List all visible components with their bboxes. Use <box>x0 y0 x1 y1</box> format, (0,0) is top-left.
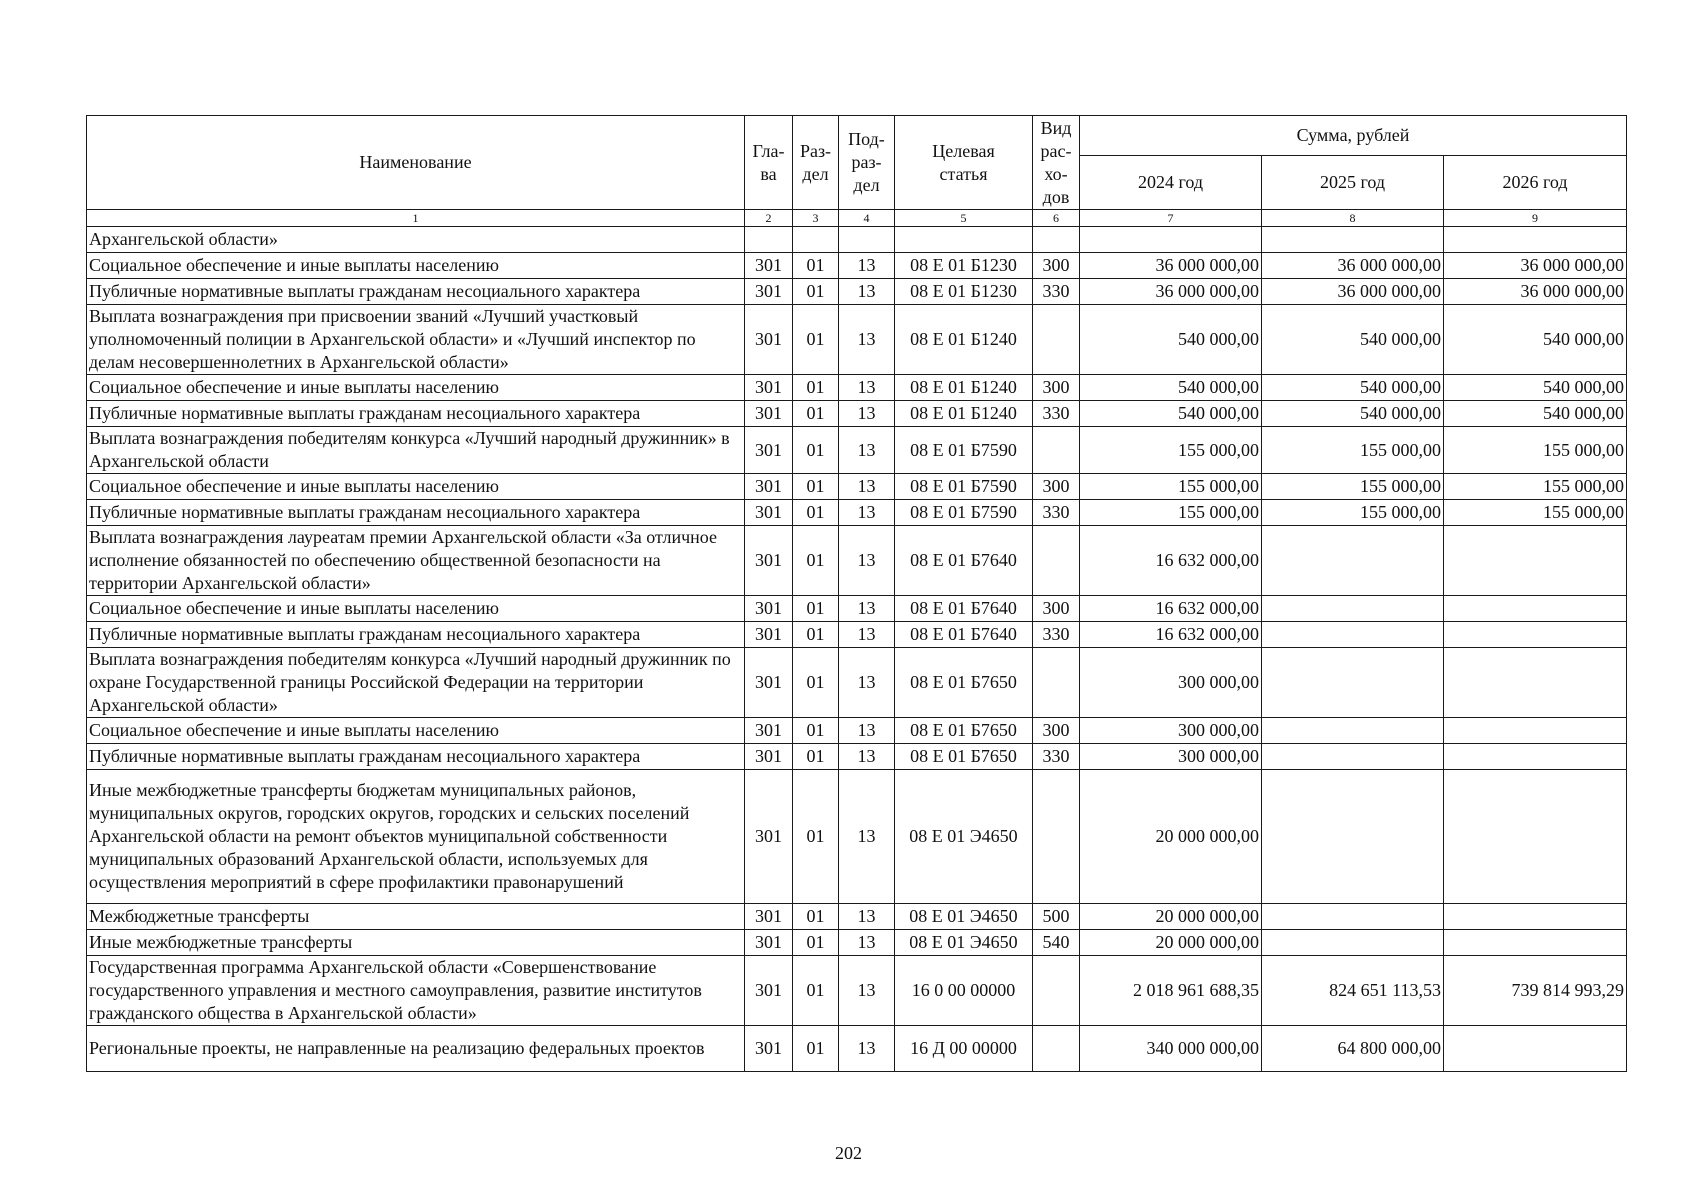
row-amount-2026 <box>1444 596 1627 622</box>
row-target-article: 08 Е 01 Б7590 <box>895 474 1033 500</box>
row-section: 01 <box>793 770 839 904</box>
row-amount-2025: 540 000,00 <box>1262 401 1444 427</box>
row-amount-2026 <box>1444 930 1627 956</box>
row-amount-2025: 155 000,00 <box>1262 427 1444 474</box>
row-chapter: 301 <box>745 401 793 427</box>
row-amount-2026: 540 000,00 <box>1444 305 1627 375</box>
row-subsection: 13 <box>839 956 895 1026</box>
column-number: 1 <box>87 210 745 227</box>
row-chapter: 301 <box>745 305 793 375</box>
row-amount-2026 <box>1444 227 1627 253</box>
row-amount-2025 <box>1262 718 1444 744</box>
row-expense-type: 330 <box>1033 401 1080 427</box>
row-target-article: 08 Е 01 Б7650 <box>895 718 1033 744</box>
row-chapter <box>745 227 793 253</box>
row-chapter: 301 <box>745 718 793 744</box>
column-number: 2 <box>745 210 793 227</box>
row-amount-2025: 540 000,00 <box>1262 375 1444 401</box>
table-row <box>87 526 1627 596</box>
row-amount-2024: 540 000,00 <box>1080 305 1262 375</box>
row-section: 01 <box>793 474 839 500</box>
row-amount-2026: 36 000 000,00 <box>1444 253 1627 279</box>
row-name: Социальное обеспечение и иные выплаты населению <box>87 596 745 622</box>
table-row <box>87 279 1627 305</box>
row-expense-type: 300 <box>1033 474 1080 500</box>
row-amount-2025 <box>1262 744 1444 770</box>
table-row <box>87 1026 1627 1072</box>
row-subsection: 13 <box>839 500 895 526</box>
row-amount-2026: 540 000,00 <box>1444 401 1627 427</box>
row-amount-2026 <box>1444 1026 1627 1072</box>
row-section: 01 <box>793 500 839 526</box>
row-target-article: 08 Е 01 Б7650 <box>895 744 1033 770</box>
row-subsection: 13 <box>839 648 895 718</box>
col-header-chapter: Гла- ва <box>745 116 793 210</box>
row-target-article: 08 Е 01 Б7640 <box>895 622 1033 648</box>
page-number: 202 <box>835 1143 862 1163</box>
row-amount-2024: 36 000 000,00 <box>1080 279 1262 305</box>
col-header-sum-group: Сумма, рублей <box>1080 116 1627 156</box>
row-amount-2026 <box>1444 622 1627 648</box>
row-section: 01 <box>793 596 839 622</box>
table-row <box>87 718 1627 744</box>
row-amount-2026 <box>1444 904 1627 930</box>
row-amount-2024: 16 632 000,00 <box>1080 622 1262 648</box>
row-amount-2025 <box>1262 930 1444 956</box>
col-header-2026: 2026 год <box>1444 156 1627 210</box>
row-chapter: 301 <box>745 956 793 1026</box>
row-amount-2024: 2 018 961 688,35 <box>1080 956 1262 1026</box>
row-section: 01 <box>793 622 839 648</box>
row-name: Выплата вознаграждения победителям конкурса «Лучший народный дружинник» в Архангельской области <box>87 427 745 474</box>
row-expense-type: 330 <box>1033 500 1080 526</box>
row-name: Выплата вознаграждения лауреатам премии Архангельской области «За отличное исполнение обязанностей по обеспечению общественной безопасности на территории Архангельской области» <box>87 526 745 596</box>
row-amount-2025: 540 000,00 <box>1262 305 1444 375</box>
col-header-name: Наименование <box>87 116 745 210</box>
col-header-subsection: Под- раз- дел <box>839 116 895 210</box>
row-target-article: 08 Е 01 Б1230 <box>895 253 1033 279</box>
row-amount-2024: 20 000 000,00 <box>1080 770 1262 904</box>
table-row <box>87 930 1627 956</box>
row-target-article: 08 Е 01 Б1240 <box>895 375 1033 401</box>
row-subsection: 13 <box>839 401 895 427</box>
row-chapter: 301 <box>745 526 793 596</box>
row-expense-type <box>1033 305 1080 375</box>
table-row <box>87 401 1627 427</box>
row-name: Публичные нормативные выплаты гражданам несоциального характера <box>87 622 745 648</box>
row-chapter: 301 <box>745 904 793 930</box>
row-amount-2026: 36 000 000,00 <box>1444 279 1627 305</box>
row-amount-2024: 540 000,00 <box>1080 401 1262 427</box>
row-amount-2024: 16 632 000,00 <box>1080 526 1262 596</box>
row-name: Иные межбюджетные трансферты бюджетам муниципальных районов, муниципальных округов, городских округов, городских и сельских поселений Архангельской области на ремонт объектов муниципальной собственности муниципальных образований Архангельской области, используемых для осуществления мероприятий в сфере профилактики правонарушений <box>87 770 745 904</box>
row-amount-2026: 155 000,00 <box>1444 427 1627 474</box>
row-amount-2026 <box>1444 648 1627 718</box>
row-section: 01 <box>793 375 839 401</box>
column-number: 4 <box>839 210 895 227</box>
row-chapter: 301 <box>745 500 793 526</box>
row-amount-2025 <box>1262 526 1444 596</box>
row-chapter: 301 <box>745 596 793 622</box>
row-subsection: 13 <box>839 526 895 596</box>
row-section: 01 <box>793 930 839 956</box>
row-amount-2026: 155 000,00 <box>1444 500 1627 526</box>
row-amount-2025 <box>1262 770 1444 904</box>
row-expense-type: 540 <box>1033 930 1080 956</box>
row-subsection: 13 <box>839 770 895 904</box>
budget-table <box>86 115 1627 1072</box>
row-subsection <box>839 227 895 253</box>
row-subsection: 13 <box>839 253 895 279</box>
row-name: Публичные нормативные выплаты гражданам несоциального характера <box>87 279 745 305</box>
row-section: 01 <box>793 648 839 718</box>
row-target-article: 08 Е 01 Б1240 <box>895 305 1033 375</box>
row-expense-type: 330 <box>1033 622 1080 648</box>
row-chapter: 301 <box>745 744 793 770</box>
row-subsection: 13 <box>839 305 895 375</box>
row-amount-2024: 155 000,00 <box>1080 427 1262 474</box>
row-subsection: 13 <box>839 622 895 648</box>
row-name: Публичные нормативные выплаты гражданам несоциального характера <box>87 401 745 427</box>
column-number: 7 <box>1080 210 1262 227</box>
table-row <box>87 744 1627 770</box>
row-name: Государственная программа Архангельской области «Совершенствование государственного управления и местного самоуправления, развитие институтов гражданского общества в Архангельской области» <box>87 956 745 1026</box>
row-target-article: 16 Д 00 00000 <box>895 1026 1033 1072</box>
row-name: Архангельской области» <box>87 227 745 253</box>
row-subsection: 13 <box>839 375 895 401</box>
column-number: 8 <box>1262 210 1444 227</box>
row-target-article: 08 Е 01 Б7640 <box>895 526 1033 596</box>
row-amount-2025: 824 651 113,53 <box>1262 956 1444 1026</box>
row-amount-2024: 16 632 000,00 <box>1080 596 1262 622</box>
row-section: 01 <box>793 279 839 305</box>
row-name: Социальное обеспечение и иные выплаты населению <box>87 253 745 279</box>
row-target-article: 08 Е 01 Б1230 <box>895 279 1033 305</box>
column-number: 5 <box>895 210 1033 227</box>
row-subsection: 13 <box>839 474 895 500</box>
row-chapter: 301 <box>745 427 793 474</box>
row-amount-2024: 155 000,00 <box>1080 474 1262 500</box>
col-header-target-article: Целевая статья <box>895 116 1033 210</box>
table-row <box>87 474 1627 500</box>
row-amount-2025 <box>1262 622 1444 648</box>
row-amount-2024: 20 000 000,00 <box>1080 930 1262 956</box>
row-chapter: 301 <box>745 375 793 401</box>
row-amount-2024: 300 000,00 <box>1080 718 1262 744</box>
row-chapter: 301 <box>745 253 793 279</box>
row-amount-2024: 36 000 000,00 <box>1080 253 1262 279</box>
table-row <box>87 956 1627 1026</box>
col-header-2024: 2024 год <box>1080 156 1262 210</box>
row-section: 01 <box>793 956 839 1026</box>
table-row <box>87 227 1627 253</box>
row-subsection: 13 <box>839 744 895 770</box>
row-expense-type <box>1033 1026 1080 1072</box>
row-amount-2025: 36 000 000,00 <box>1262 279 1444 305</box>
row-subsection: 13 <box>839 427 895 474</box>
table-row <box>87 305 1627 375</box>
row-section: 01 <box>793 526 839 596</box>
row-amount-2024 <box>1080 227 1262 253</box>
row-expense-type: 500 <box>1033 904 1080 930</box>
row-expense-type <box>1033 427 1080 474</box>
row-chapter: 301 <box>745 474 793 500</box>
budget-table-body <box>87 227 1627 1072</box>
table-row <box>87 375 1627 401</box>
row-expense-type: 330 <box>1033 744 1080 770</box>
table-row <box>87 427 1627 474</box>
table-row <box>87 648 1627 718</box>
row-target-article: 08 Е 01 Б7640 <box>895 596 1033 622</box>
row-target-article: 08 Е 01 Б1240 <box>895 401 1033 427</box>
row-name: Социальное обеспечение и иные выплаты населению <box>87 718 745 744</box>
row-amount-2026 <box>1444 718 1627 744</box>
row-target-article: 08 Е 01 Б7590 <box>895 500 1033 526</box>
row-amount-2025 <box>1262 227 1444 253</box>
row-expense-type: 330 <box>1033 279 1080 305</box>
row-subsection: 13 <box>839 930 895 956</box>
row-amount-2024: 340 000 000,00 <box>1080 1026 1262 1072</box>
row-amount-2026 <box>1444 526 1627 596</box>
row-subsection: 13 <box>839 904 895 930</box>
row-amount-2026: 739 814 993,29 <box>1444 956 1627 1026</box>
row-subsection: 13 <box>839 596 895 622</box>
row-amount-2024: 300 000,00 <box>1080 744 1262 770</box>
column-number: 3 <box>793 210 839 227</box>
row-expense-type <box>1033 648 1080 718</box>
row-amount-2025 <box>1262 648 1444 718</box>
row-target-article: 08 Е 01 Б7590 <box>895 427 1033 474</box>
table-row <box>87 622 1627 648</box>
row-amount-2024: 20 000 000,00 <box>1080 904 1262 930</box>
row-section: 01 <box>793 401 839 427</box>
col-header-2025: 2025 год <box>1262 156 1444 210</box>
row-section: 01 <box>793 253 839 279</box>
row-amount-2026 <box>1444 770 1627 904</box>
header-row-top <box>87 116 1627 156</box>
row-name: Публичные нормативные выплаты гражданам несоциального характера <box>87 500 745 526</box>
row-expense-type: 300 <box>1033 253 1080 279</box>
row-expense-type: 300 <box>1033 375 1080 401</box>
row-name: Социальное обеспечение и иные выплаты населению <box>87 375 745 401</box>
row-amount-2024: 540 000,00 <box>1080 375 1262 401</box>
row-amount-2025: 155 000,00 <box>1262 474 1444 500</box>
row-chapter: 301 <box>745 279 793 305</box>
row-section: 01 <box>793 904 839 930</box>
row-name: Выплата вознаграждения победителям конкурса «Лучший народный дружинник по охране Государственной границы Российской Федерации на территории Архангельской области» <box>87 648 745 718</box>
row-chapter: 301 <box>745 930 793 956</box>
row-amount-2026: 155 000,00 <box>1444 474 1627 500</box>
row-section: 01 <box>793 305 839 375</box>
row-subsection: 13 <box>839 1026 895 1072</box>
row-amount-2025 <box>1262 904 1444 930</box>
row-expense-type <box>1033 227 1080 253</box>
column-number: 6 <box>1033 210 1080 227</box>
row-expense-type <box>1033 770 1080 904</box>
row-subsection: 13 <box>839 279 895 305</box>
row-section: 01 <box>793 718 839 744</box>
row-amount-2026: 540 000,00 <box>1444 375 1627 401</box>
row-amount-2024: 300 000,00 <box>1080 648 1262 718</box>
row-target-article <box>895 227 1033 253</box>
column-number: 9 <box>1444 210 1627 227</box>
row-section <box>793 227 839 253</box>
row-chapter: 301 <box>745 770 793 904</box>
table-row <box>87 253 1627 279</box>
row-target-article: 08 Е 01 Э4650 <box>895 770 1033 904</box>
row-expense-type: 300 <box>1033 718 1080 744</box>
column-number-row <box>87 210 1627 227</box>
row-amount-2026 <box>1444 744 1627 770</box>
row-amount-2025: 64 800 000,00 <box>1262 1026 1444 1072</box>
row-name: Публичные нормативные выплаты гражданам несоциального характера <box>87 744 745 770</box>
row-target-article: 08 Е 01 Б7650 <box>895 648 1033 718</box>
row-amount-2024: 155 000,00 <box>1080 500 1262 526</box>
row-section: 01 <box>793 744 839 770</box>
table-row <box>87 770 1627 904</box>
row-name: Социальное обеспечение и иные выплаты населению <box>87 474 745 500</box>
row-amount-2025 <box>1262 596 1444 622</box>
row-target-article: 08 Е 01 Э4650 <box>895 930 1033 956</box>
row-target-article: 08 Е 01 Э4650 <box>895 904 1033 930</box>
row-section: 01 <box>793 427 839 474</box>
row-amount-2025: 36 000 000,00 <box>1262 253 1444 279</box>
row-chapter: 301 <box>745 1026 793 1072</box>
row-name: Иные межбюджетные трансферты <box>87 930 745 956</box>
budget-table-container <box>86 115 1626 1072</box>
row-expense-type <box>1033 956 1080 1026</box>
row-name: Межбюджетные трансферты <box>87 904 745 930</box>
row-subsection: 13 <box>839 718 895 744</box>
row-name: Региональные проекты, не направленные на реализацию федеральных проектов <box>87 1026 745 1072</box>
col-header-expense-type: Вид рас- хо- дов <box>1033 116 1080 210</box>
row-expense-type: 300 <box>1033 596 1080 622</box>
table-row <box>87 904 1627 930</box>
row-amount-2025: 155 000,00 <box>1262 500 1444 526</box>
row-chapter: 301 <box>745 648 793 718</box>
col-header-section: Раз- дел <box>793 116 839 210</box>
row-section: 01 <box>793 1026 839 1072</box>
row-chapter: 301 <box>745 622 793 648</box>
table-row <box>87 596 1627 622</box>
row-target-article: 16 0 00 00000 <box>895 956 1033 1026</box>
row-expense-type <box>1033 526 1080 596</box>
row-name: Выплата вознаграждения при присвоении званий «Лучший участковый уполномоченный полиции в Архангельской области» и «Лучший инспектор по делам несовершеннолетних в Архангельской области» <box>87 305 745 375</box>
table-row <box>87 500 1627 526</box>
